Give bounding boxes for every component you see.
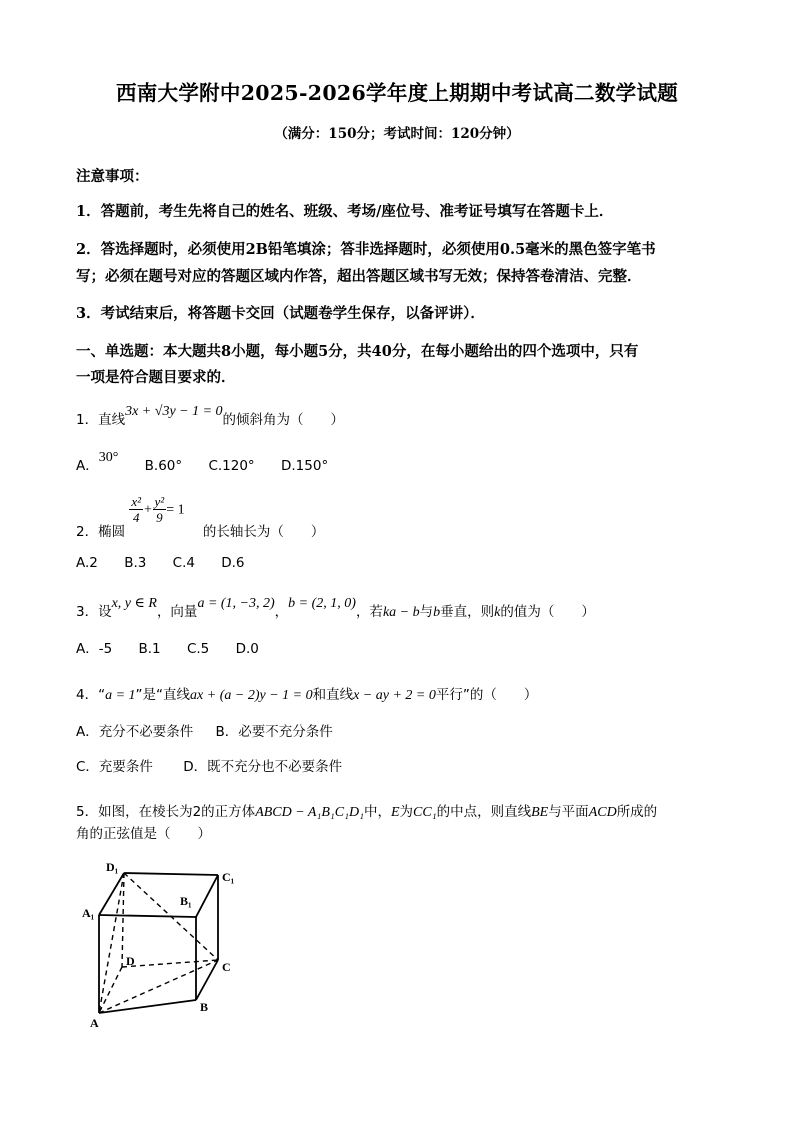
q3-b: b	[433, 605, 441, 620]
q3-expression: ka − b	[382, 605, 420, 620]
label-c1: C₁	[222, 870, 235, 884]
edge-d-c	[122, 960, 218, 967]
question-3-options	[76, 637, 259, 657]
section-1-heading-line-2: 一项是符合题目要求的．	[76, 369, 236, 386]
q5-text-2: 中，	[363, 804, 391, 820]
exam-title: 西南大学附中2025-2026学年度上期期中考试高二数学试题	[115, 81, 679, 105]
notes-heading: 注意事项：	[76, 168, 149, 185]
question-1-options	[76, 450, 329, 475]
q3-option-d: D.0	[235, 641, 259, 657]
edge-d1-c1	[124, 873, 218, 875]
label-d1: D₁	[106, 860, 119, 874]
q4-line-2: x − ay + 2 = 0	[353, 688, 436, 703]
q5-text-4: 的中点，则直线	[436, 804, 532, 820]
q1-option-a: 30°	[98, 450, 119, 465]
q2-option-a: A.2	[76, 555, 98, 571]
label-b: B	[200, 1000, 209, 1014]
q1-option-b: B.60°	[144, 458, 183, 474]
edge-d1-d	[122, 873, 124, 967]
q2-option-d: D.6	[221, 555, 245, 571]
q2-suffix: 的长轴长为（ ）	[202, 524, 325, 540]
q1-option-a-label: A．	[76, 458, 99, 474]
q3-text-6: 的值为（ ）	[500, 604, 595, 620]
q1-option-d: D.150°	[280, 458, 329, 474]
label-a: A	[90, 1016, 99, 1030]
q5-cc1: CC₁	[413, 805, 437, 820]
question-5	[76, 800, 657, 821]
q5-be: BE	[531, 805, 549, 820]
edge-a-b	[99, 1000, 196, 1013]
section-1-heading-line-1: 一、单选题：本大题共8小题，每小题5分，共40分，在每小题给出的四个选项中，只有	[76, 343, 639, 360]
q3-text-5: 垂直，则	[440, 604, 495, 620]
q2-plus: +	[143, 502, 153, 518]
q4-mid-2: 和直线	[312, 687, 354, 703]
edge-a1-b1	[99, 915, 196, 917]
note-item-3: 3．考试结束后，将答题卡交回（试题卷学生保存，以备评讲）．	[76, 305, 485, 322]
exam-subtitle: （满分：150分；考试时间：120分钟）	[274, 126, 520, 142]
q4-option-d: D．既不充分也不必要条件	[183, 759, 343, 775]
note-item-2-line-2: 写；必须在题号对应的答题区域内作答，超出答题区域书写无效；保持答卷清洁、完整．	[76, 268, 642, 285]
q4-line-1: ax + (a − 2)y − 1 = 0	[190, 688, 313, 703]
q3-comma: ，	[274, 604, 289, 620]
note-item-1: 1．答题前，考生先将自己的姓名、班级、考场/座位号、准考证号填写在答题卡上．	[76, 203, 614, 220]
q5-text-5: 与平面	[548, 804, 589, 820]
q3-option-a: A．-5	[76, 641, 113, 657]
q1-option-c: C.120°	[208, 458, 255, 474]
q1-suffix: 的倾斜角为（ ）	[222, 412, 345, 428]
q4-mid-1: ”是“直线	[135, 687, 191, 703]
q2-fraction-y: $\frac{\text{y²}}{9}$	[154, 494, 165, 525]
q5-e: E	[390, 805, 400, 820]
question-2-options	[76, 555, 245, 571]
label-b1: B₁	[180, 894, 192, 908]
note-item-2-line-1: 2．答选择题时，必须使用2B铅笔填涂；答非选择题时，必须使用0.5毫米的黑色签字笔书	[76, 241, 656, 258]
q5-text-1: 5．如图，在棱长为2的正方体	[76, 804, 256, 820]
question-4	[76, 683, 537, 704]
q3-vector-b: b = (2, 1, 0)	[288, 596, 356, 611]
question-5-line-2: 角的正弦值是（ ）	[76, 826, 211, 842]
edge-c1-b1	[196, 875, 218, 917]
q3-vars: x, y ∈ R	[111, 596, 157, 611]
q3-text-3: ，若	[355, 604, 383, 620]
question-3	[76, 596, 595, 621]
q2-option-b: B.3	[124, 555, 147, 571]
q3-option-c: C.5	[186, 641, 210, 657]
q3-option-b: B.1	[138, 641, 161, 657]
label-c: C	[222, 960, 231, 974]
q2-equals: = 1	[166, 502, 185, 518]
q3-text-2: ，向量	[156, 604, 198, 620]
q5-acd: ACD	[588, 805, 617, 820]
q2-fraction-x: $\frac{\text{x²}}{4}$	[131, 494, 142, 525]
q5-text-3: 为	[399, 804, 414, 820]
q4-tail: 平行”的（ ）	[435, 687, 538, 703]
q1-formula: 3x + √3y − 1 = 0	[125, 404, 223, 419]
q3-k: k	[494, 605, 501, 620]
q3-text-1: 3．设	[76, 604, 112, 620]
question-2	[76, 494, 324, 540]
question-4-options-row-2	[76, 755, 342, 775]
question-1	[76, 404, 345, 429]
q4-option-c: C．充要条件	[76, 759, 153, 775]
label-a1: A₁	[82, 906, 95, 920]
cube-figure	[70, 855, 250, 1030]
label-d: D	[126, 954, 135, 968]
q5-cube: ABCD − A₁B₁C₁D₁	[255, 805, 364, 820]
q4-option-a: A．充分不必要条件	[76, 724, 194, 740]
q1-prefix: 1．直线	[76, 412, 126, 428]
q2-option-c: C.4	[172, 555, 195, 571]
q5-text-6: 所成的	[616, 804, 658, 820]
question-4-options-row-1	[76, 720, 333, 740]
q3-vector-a: a = (1, −3, 2)	[197, 596, 275, 611]
q4-open: 4．“	[76, 687, 106, 703]
q2-prefix: 2．椭圆	[76, 524, 126, 540]
q3-text-4: 与	[419, 604, 434, 620]
edge-b-c	[196, 960, 218, 1000]
q4-condition: a = 1	[105, 688, 136, 703]
q4-option-b: B．必要不充分条件	[215, 724, 333, 740]
